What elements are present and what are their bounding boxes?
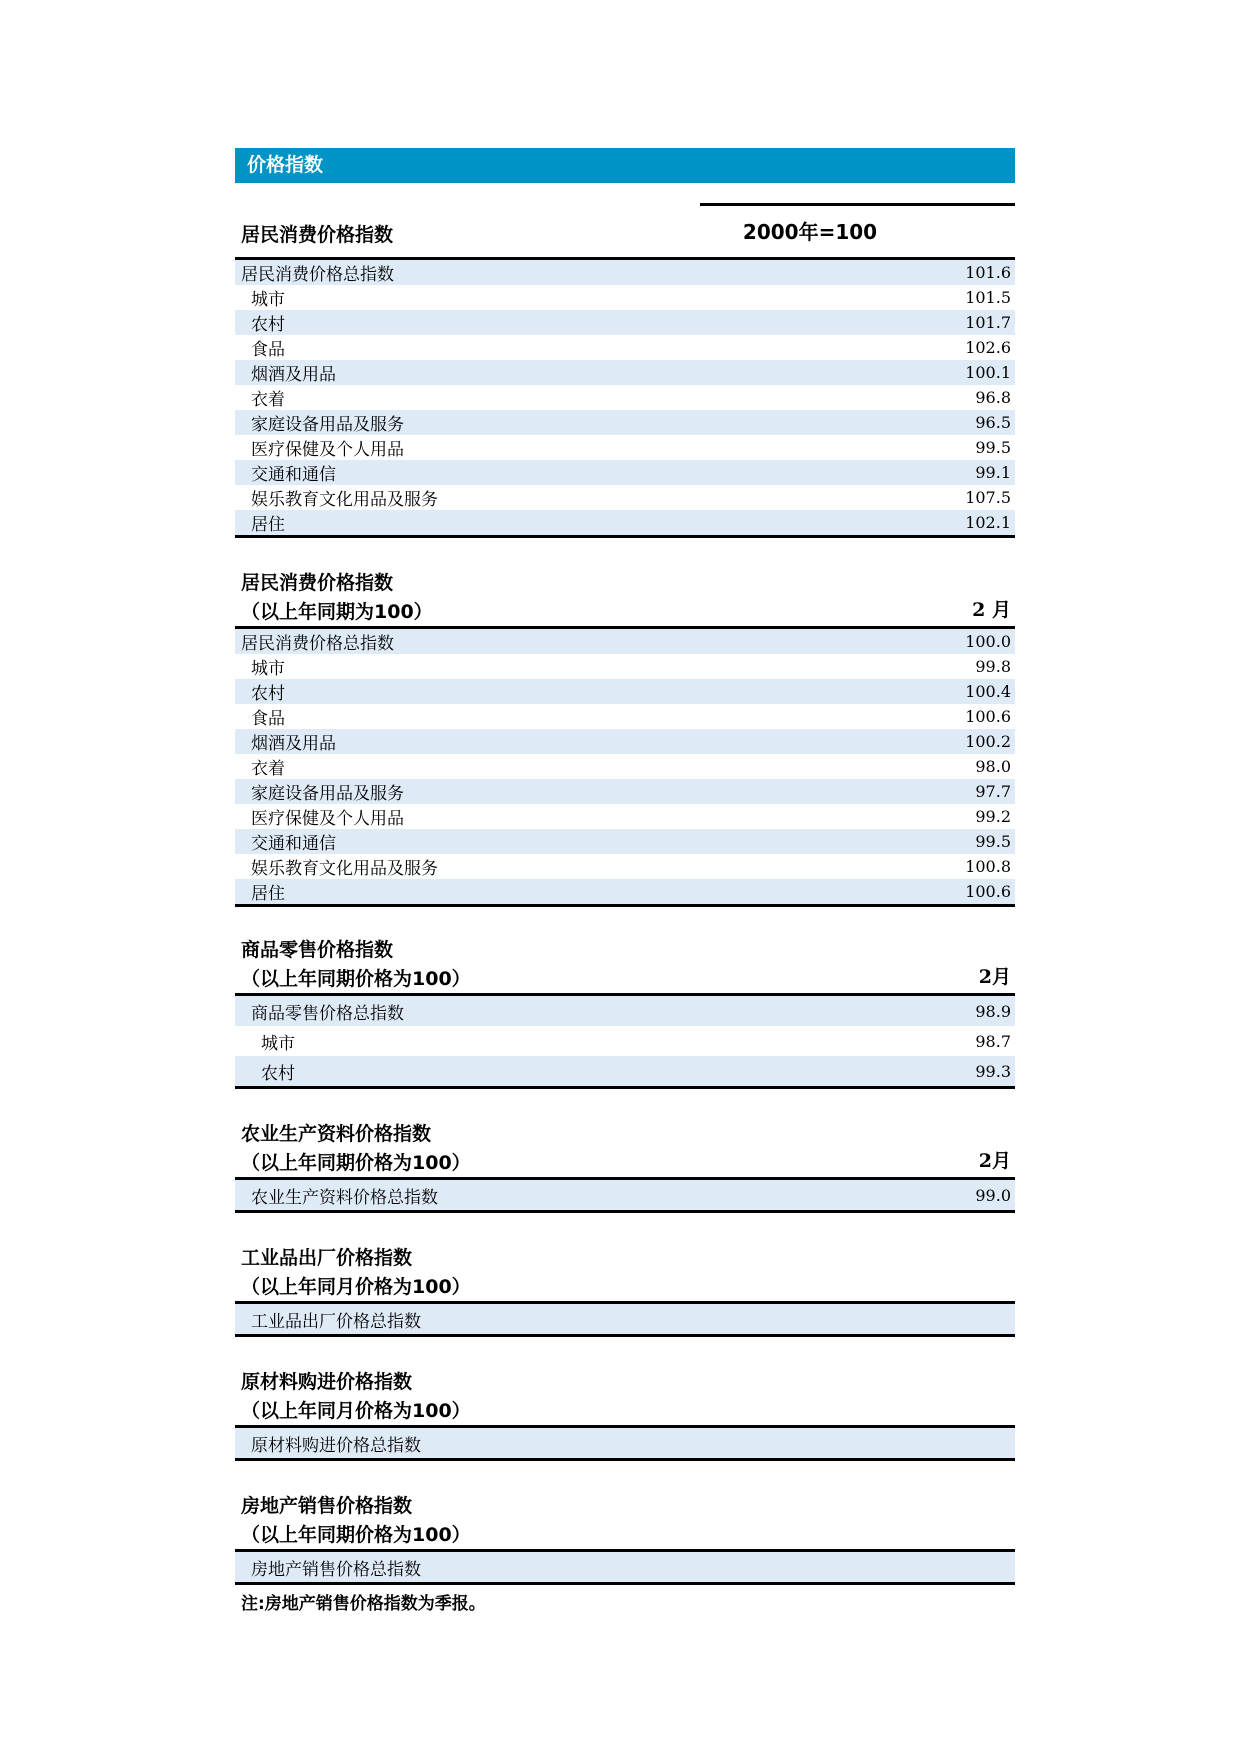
row-value: 99.0 <box>975 1185 1011 1205</box>
table-row <box>235 1428 1015 1458</box>
section-title: 工业品出厂价格指数 <box>241 1247 413 1269</box>
table-row <box>235 829 1015 854</box>
section-title: 居民消费价格指数 <box>241 572 394 594</box>
row-label: 医疗保健及个人用品 <box>251 440 404 460</box>
section-header <box>235 1119 1015 1177</box>
section-subtitle <box>235 1521 1015 1549</box>
section-header <box>235 1367 1015 1425</box>
row-label: 房地产销售价格总指数 <box>251 1559 421 1580</box>
row-value: 97.7 <box>975 782 1011 801</box>
section-unit: 2000年=100 <box>742 220 878 244</box>
table-row <box>235 435 1015 460</box>
section-unit: 2月 <box>978 966 1011 988</box>
section-raw-materials <box>235 1367 1015 1461</box>
row-label: 衣着 <box>251 390 285 410</box>
row-value: 99.5 <box>975 832 1011 851</box>
section-title: 原材料购进价格指数 <box>241 1371 413 1393</box>
row-value: 102.6 <box>965 338 1011 357</box>
row-value: 101.6 <box>965 263 1011 282</box>
header-rule <box>700 203 1015 206</box>
table-row <box>235 410 1015 435</box>
section-header <box>235 1243 1015 1301</box>
section-title: 居民消费价格指数 <box>241 224 394 246</box>
row-label: 居民消费价格总指数 <box>241 265 394 285</box>
section-title: 商品零售价格指数 <box>241 939 394 961</box>
row-label: 城市 <box>251 290 285 310</box>
data-table <box>235 626 1015 907</box>
table-row <box>235 1180 1015 1210</box>
section-subtitle <box>235 1273 1015 1301</box>
section-header <box>235 568 1015 626</box>
row-label: 家庭设备用品及服务 <box>251 784 404 804</box>
table-row <box>235 729 1015 754</box>
table-row <box>235 1026 1015 1056</box>
row-label: 食品 <box>251 709 285 729</box>
row-label: 交通和通信 <box>251 834 336 854</box>
row-value: 99.1 <box>975 463 1011 482</box>
row-value: 99.8 <box>975 657 1011 676</box>
table-row <box>235 629 1015 654</box>
section-real-estate <box>235 1491 1015 1585</box>
table-row <box>235 485 1015 510</box>
subtitle-text: （以上年同期价格为100） <box>241 1152 471 1174</box>
table-row <box>235 310 1015 335</box>
table-row <box>235 1552 1015 1582</box>
section-title: 房地产销售价格指数 <box>241 1495 413 1517</box>
row-value: 96.8 <box>975 388 1011 407</box>
row-label: 原材料购进价格总指数 <box>251 1435 421 1456</box>
subtitle-text: （以上年同月价格为100） <box>241 1400 471 1422</box>
table-row <box>235 285 1015 310</box>
row-label: 工业品出厂价格总指数 <box>251 1311 421 1332</box>
section-header <box>235 203 1015 257</box>
table-row <box>235 654 1015 679</box>
section-title: 农业生产资料价格指数 <box>241 1123 432 1145</box>
row-label: 居住 <box>251 884 285 904</box>
row-label: 农村 <box>261 1063 295 1084</box>
table-row <box>235 260 1015 285</box>
section-cpi-yoy <box>235 568 1015 907</box>
row-value: 98.0 <box>975 757 1011 776</box>
row-label: 农村 <box>251 684 285 704</box>
row-label: 食品 <box>251 340 285 360</box>
section-retail <box>235 935 1015 1089</box>
data-table <box>235 257 1015 538</box>
table-row <box>235 385 1015 410</box>
table-row <box>235 335 1015 360</box>
row-value: 96.5 <box>975 413 1011 432</box>
row-label: 衣着 <box>251 759 285 779</box>
row-value: 100.8 <box>965 857 1011 876</box>
row-value: 100.4 <box>965 682 1011 701</box>
row-value: 101.7 <box>965 313 1011 332</box>
section-unit: 2 月 <box>972 599 1011 621</box>
row-label: 娱乐教育文化用品及服务 <box>251 859 438 879</box>
row-value: 99.2 <box>975 807 1011 826</box>
section-ppi <box>235 1243 1015 1337</box>
row-label: 烟酒及用品 <box>251 365 336 385</box>
data-table <box>235 1177 1015 1213</box>
row-value: 107.5 <box>965 488 1011 507</box>
row-value: 100.1 <box>965 363 1011 382</box>
section-header <box>235 1491 1015 1549</box>
table-row <box>235 804 1015 829</box>
row-label: 烟酒及用品 <box>251 734 336 754</box>
subtitle-text: （以上年同月价格为100） <box>241 1276 471 1298</box>
section-subtitle <box>235 965 1015 993</box>
row-value: 101.5 <box>965 288 1011 307</box>
subtitle-text: （以上年同期价格为100） <box>241 968 471 990</box>
row-label: 居民消费价格总指数 <box>241 634 394 654</box>
data-table <box>235 1425 1015 1461</box>
table-row <box>235 879 1015 904</box>
row-value: 102.1 <box>965 513 1011 532</box>
subtitle-text: （以上年同期为100） <box>241 601 433 623</box>
row-value: 98.9 <box>975 1001 1011 1021</box>
row-label: 城市 <box>261 1033 295 1054</box>
row-value: 100.0 <box>965 632 1011 651</box>
row-label: 城市 <box>251 659 285 679</box>
row-label: 娱乐教育文化用品及服务 <box>251 490 438 510</box>
data-table <box>235 1549 1015 1585</box>
section-header <box>235 935 1015 993</box>
row-label: 医疗保健及个人用品 <box>251 809 404 829</box>
row-label: 居住 <box>251 515 285 535</box>
row-value: 99.5 <box>975 438 1011 457</box>
table-row <box>235 854 1015 879</box>
section-subtitle <box>235 1397 1015 1425</box>
table-row <box>235 996 1015 1026</box>
row-label: 交通和通信 <box>251 465 336 485</box>
table-row <box>235 510 1015 535</box>
table-row <box>235 1056 1015 1086</box>
row-label: 家庭设备用品及服务 <box>251 415 404 435</box>
table-row <box>235 1304 1015 1334</box>
row-label: 农村 <box>251 315 285 335</box>
row-label: 商品零售价格总指数 <box>251 1003 404 1024</box>
row-value: 100.6 <box>965 882 1011 901</box>
section-subtitle <box>235 1149 1015 1177</box>
footnote: 注:房地产销售价格指数为季报。 <box>241 1594 486 1614</box>
row-value: 100.2 <box>965 732 1011 751</box>
data-table <box>235 993 1015 1089</box>
row-value: 100.6 <box>965 707 1011 726</box>
table-row <box>235 704 1015 729</box>
page <box>235 148 1015 1614</box>
table-row <box>235 460 1015 485</box>
section-unit: 2月 <box>978 1150 1011 1172</box>
row-label: 农业生产资料价格总指数 <box>251 1187 438 1208</box>
table-row <box>235 754 1015 779</box>
subtitle-text: （以上年同期价格为100） <box>241 1524 471 1546</box>
row-value: 99.3 <box>975 1061 1011 1081</box>
table-row <box>235 679 1015 704</box>
section-subtitle <box>235 598 1015 626</box>
table-row <box>235 360 1015 385</box>
table-row <box>235 779 1015 804</box>
row-value: 98.7 <box>975 1031 1011 1051</box>
page-title: 价格指数 <box>235 148 1015 183</box>
section-agri <box>235 1119 1015 1213</box>
section-cpi-base <box>235 203 1015 538</box>
data-table <box>235 1301 1015 1337</box>
